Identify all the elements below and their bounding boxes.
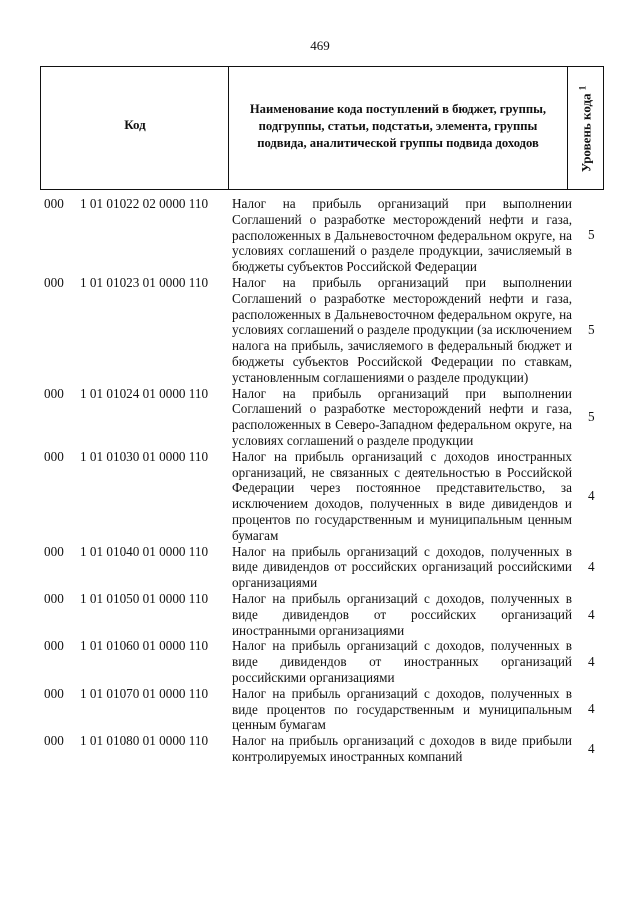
admin-code: 000: [44, 385, 64, 401]
revenue-code: 1 01 01070 01 0000 110: [80, 685, 209, 701]
code-level: 4: [588, 654, 595, 670]
header-level-cell: [568, 67, 604, 189]
revenue-name: Налог на прибыль организаций при выполнении Соглашений о разработке месторождений нефти и газа, расположенных в Дальневосточном федеральном округе, на условиях соглашений о разделе продукции, зачисляемый в бюджеты субъектов Российской Федерации: [232, 196, 572, 275]
table-row: [0, 449, 640, 544]
code-level: 4: [588, 606, 595, 622]
code-level: 4: [588, 740, 595, 756]
header-code-cell: [41, 67, 229, 189]
header-code-label: Код: [124, 117, 146, 132]
header-level-rotated: [577, 86, 594, 173]
table-body: [0, 196, 640, 765]
header-level-footnote: 1: [577, 85, 588, 91]
admin-code: 000: [44, 590, 64, 606]
revenue-code: 1 01 01060 01 0000 110: [80, 638, 209, 654]
header-name-label: Наименование кода поступлений в бюджет, группы, подгруппы, статьи, подстатьи, элемента, группы подвида, аналитической группы подвида доходов: [249, 102, 547, 150]
code-level: 5: [588, 227, 595, 243]
table-row: [0, 686, 640, 733]
revenue-name: Налог на прибыль организаций с доходов, полученных в виде дивидендов от российских организаций российскими организациями: [232, 543, 572, 591]
revenue-name: Налог на прибыль организаций с доходов в виде прибыли контролируемых иностранных компаний: [232, 733, 572, 764]
header-name-cell: [229, 67, 568, 189]
admin-code: 000: [44, 196, 64, 211]
table-row: [0, 544, 640, 591]
table-row: [0, 386, 640, 449]
revenue-name: Налог на прибыль организаций с доходов иностранных организаций, не связанных с деятельностью в Российской Федерации через постоянное представительство, за исключением доходов, полученных в виде дивидендов и процентов по государственным и муниципальным ценным бумагам: [232, 448, 572, 543]
table-row: [0, 275, 640, 386]
revenue-name: Налог на прибыль организаций при выполнении Соглашений о разработке месторождений нефти и газа, расположенных в Северо-Западном федеральном округе, на условиях соглашений о разделе продукции: [232, 385, 572, 448]
table-row: [0, 638, 640, 685]
code-level: 5: [588, 322, 595, 338]
admin-code: 000: [44, 448, 64, 464]
revenue-name: Налог на прибыль организаций с доходов, полученных в виде дивидендов от иностранных организаций российскими организациями: [232, 638, 572, 685]
revenue-code: 1 01 01030 01 0000 110: [80, 448, 209, 464]
admin-code: 000: [44, 274, 64, 290]
table-row: [0, 196, 640, 275]
admin-code: 000: [44, 733, 64, 749]
table-row: [0, 733, 640, 765]
page-number: 469: [310, 38, 330, 53]
admin-code: 000: [44, 685, 64, 701]
code-level: 5: [588, 409, 595, 425]
revenue-name: Налог на прибыль организаций при выполнении Соглашений о разработке месторождений нефти и газа, расположенных в Дальневосточном федеральном округе, на условиях соглашений о разделе продукции (за исключением налога на прибыль, зачисляемого в федеральный бюджет и бюджеты субъектов Российской Федерации по ставкам, установленным соглашениями о разделе продукции): [232, 274, 572, 385]
revenue-code: 1 01 01040 01 0000 110: [80, 543, 209, 559]
revenue-name: Налог на прибыль организаций с доходов, полученных в виде процентов по государственным и муниципальным ценным бумагам: [232, 685, 572, 733]
revenue-code: 1 01 01022 02 0000 110: [80, 196, 209, 211]
revenue-code: 1 01 01024 01 0000 110: [80, 385, 209, 401]
revenue-name: Налог на прибыль организаций с доходов, полученных в виде дивидендов от российских организаций иностранными организациями: [232, 590, 572, 638]
admin-code: 000: [44, 638, 64, 654]
header-level-label: Уровень кода: [578, 93, 594, 173]
revenue-code: 1 01 01023 01 0000 110: [80, 274, 209, 290]
table-header: [40, 66, 604, 190]
table-row: [0, 591, 640, 638]
admin-code: 000: [44, 543, 64, 559]
code-level: 4: [588, 488, 595, 504]
code-level: 4: [588, 559, 595, 575]
code-level: 4: [588, 701, 595, 717]
revenue-code: 1 01 01080 01 0000 110: [80, 733, 209, 749]
revenue-code: 1 01 01050 01 0000 110: [80, 590, 209, 606]
